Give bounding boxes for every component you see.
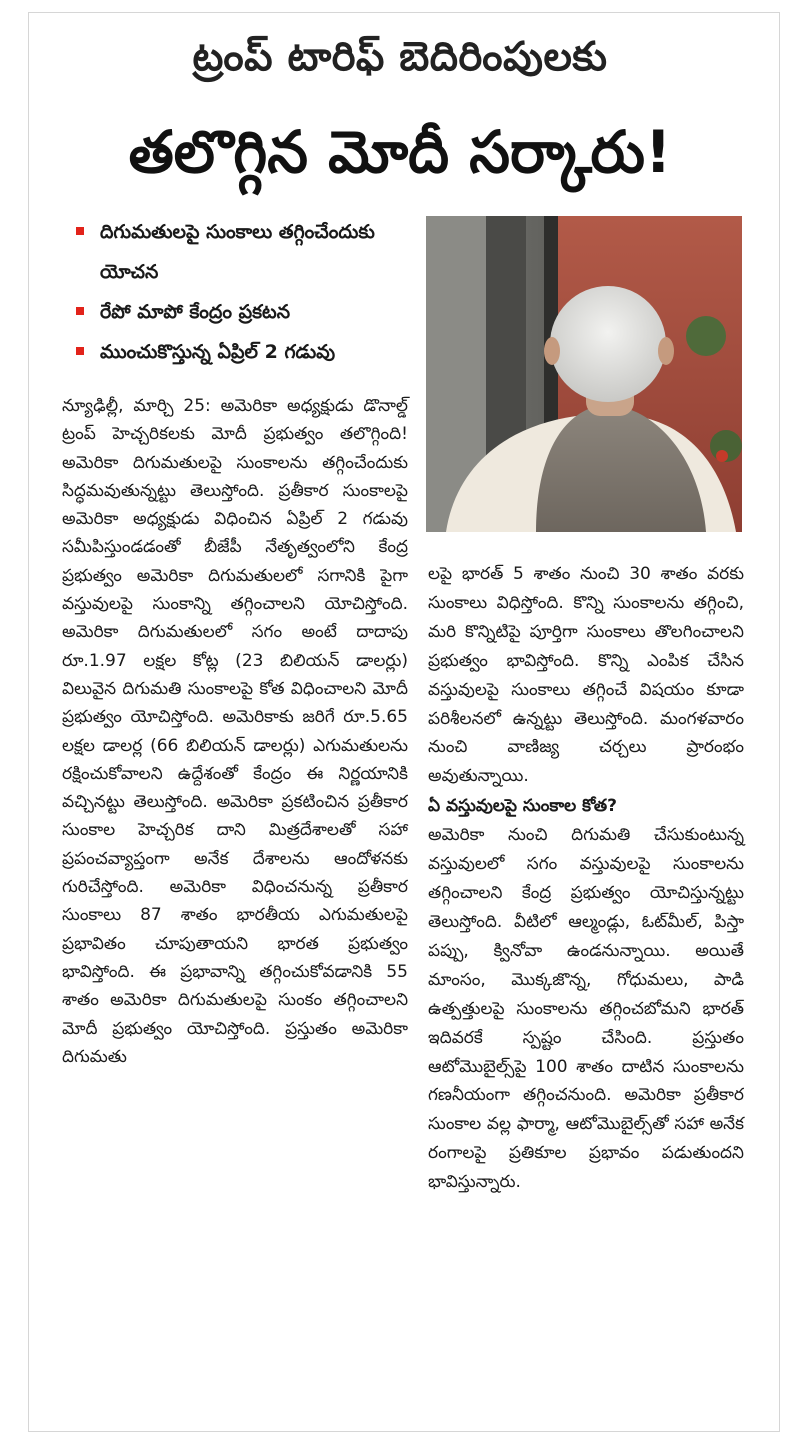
highlight-item xyxy=(72,332,422,372)
article-subheading: ఏ వస్తువులపై సుంకాల కోత? xyxy=(428,796,617,817)
article-left-column: న్యూఢిల్లీ, మార్చి 25: అమెరికా అధ్యక్షుడు డొనాల్డ్ ట్రంప్ హెచ్చరికలకు మోదీ ప్రభుత్వం తలొగ్గింది! అమెరికా దిగుమతులపై సుంకాలను తగ్గించేందుకు సిద్ధమవుతున్నట్టు తెలుస్తోంది. ప్రతీకార సుంకాలపై అమెరికా అధ్యక్షుడు విధించిన ఏప్రిల్ 2 గడువు సమీపిస్తుండడంతో బీజేపీ నేతృత్వంలోని కేంద్ర ప్రభుత్వం అమెరికా దిగుమతులలో సగానికి పైగా వస్తువులపై సుంకాన్ని తగ్గించాలని యోచిస్తోంది. అమెరికా దిగుమతులలో సగం అంటే దాదాపు రూ.1.97 లక్షల కోట్ల (23 బిలియన్ డాలర్లు) విలువైన దిగుమతి సుంకాలపై కోత విధించాలని మోదీ ప్రభుత్వం యోచిస్తోంది. అమెరికాకు జరిగే రూ.5.65 లక్షల డాలర్ల (66 బిలియన్ డాలర్లు) ఎగుమతులను రక్షించుకోవాలని ఉద్దేశంతో కేంద్రం ఈ నిర్ణయానికి వచ్చినట్టు తెలుస్తోంది. అమెరికా ప్రకటించిన ప్రతీకార సుంకాల హెచ్చరిక దాని మిత్రదేశాలతో సహా ప్రపంచవ్యాప్తంగా అనేక దేశాలను ఆందోళనకు గురిచేస్తోంది. అమెరికా విధించనున్న ప్రతీకార సుంకాలు 87 శాతం భారతీయ ఎగుమతులపై ప్రభావితం చూపుతాయని భారత ప్రభుత్వం భావిస్తోంది. ఈ ప్రభావాన్ని తగ్గించుకోవడానికి 55 శాతం అమెరికా దిగుమతులపై సుంకం తగ్గించాలని మోదీ ప్రభుత్వం యోచిస్తోంది. ప్రస్తుతం అమెరికా దిగుమతు xyxy=(62,396,408,1067)
headline-line-1: ట్రంప్ టారిఫ్ బెదిరింపులకు xyxy=(192,34,608,80)
highlight-item xyxy=(72,212,422,292)
highlights-list xyxy=(72,212,422,372)
article-right-column xyxy=(428,560,744,1197)
highlight-text: దిగుమతులపై సుంకాలు తగ్గించేందుకు యోచన xyxy=(100,221,375,283)
red-square-bullet-icon xyxy=(76,307,84,315)
article-paragraph: లపై భారత్ 5 శాతం నుంచి 30 శాతం వరకు సుంకాలు విధిస్తోంది. కొన్ని సుంకాలను తగ్గించి, మరి కొన్నిటిపై పూర్తిగా సుంకాలు తొలగించాలని ప్రభుత్వం భావిస్తోంది. కొన్ని ఎంపిక చేసిన వస్తువులపై సుంకాలు తగ్గించే విషయం కూడా పరిశీలనలో ఉన్నట్టు తెలుస్తోంది. మంగళవారం నుంచి వాణిజ్య చర్చలు ప్రారంభం అవుతున్నాయి. xyxy=(428,564,744,787)
highlight-item xyxy=(72,292,422,332)
article-paragraph: అమెరికా నుంచి దిగుమతి చేసుకుంటున్న వస్తువులలో సగం వస్తువులపై సుంకాలను తగ్గించాలని కేంద్ర ప్రభుత్వం యోచిస్తున్నట్టు తెలుస్తోంది. వీటిలో ఆల్మండ్లు, ఓట్‌మీల్, పిస్తా పప్పు, క్వినోవా ఉండనున్నాయి. అయితే మాంసం, మొక్కజొన్న, గోధుమలు, పాడి ఉత్పత్తులపై సుంకాలను తగ్గించబోమని భారత్ ఇదివరకే స్పష్టం చేసింది. ప్రస్తుతం ఆటోమొబైల్స్‌పై 100 శాతం దాటిన సుంకాలను గణనీయంగా తగ్గించనుంది. అమెరికా ప్రతీకార సుంకాల వల్ల ఫార్మా, ఆటోమొబైల్స్‌తో సహా అనేక రంగాలపై ప్రతికూల ప్రభావం పడుతుందని భావిస్తున్నారు. xyxy=(428,825,744,1193)
highlight-text: ముంచుకొస్తున్న ఏప్రిల్ 2 గడువు xyxy=(100,341,336,363)
headline-line-2: తలొగ్గిన మోదీ సర్కారు! xyxy=(128,118,672,186)
highlight-text: రేపో మాపో కేంద్రం ప్రకటన xyxy=(100,301,291,323)
modi-back-photo xyxy=(426,216,742,532)
red-square-bullet-icon xyxy=(76,227,84,235)
red-square-bullet-icon xyxy=(76,347,84,355)
